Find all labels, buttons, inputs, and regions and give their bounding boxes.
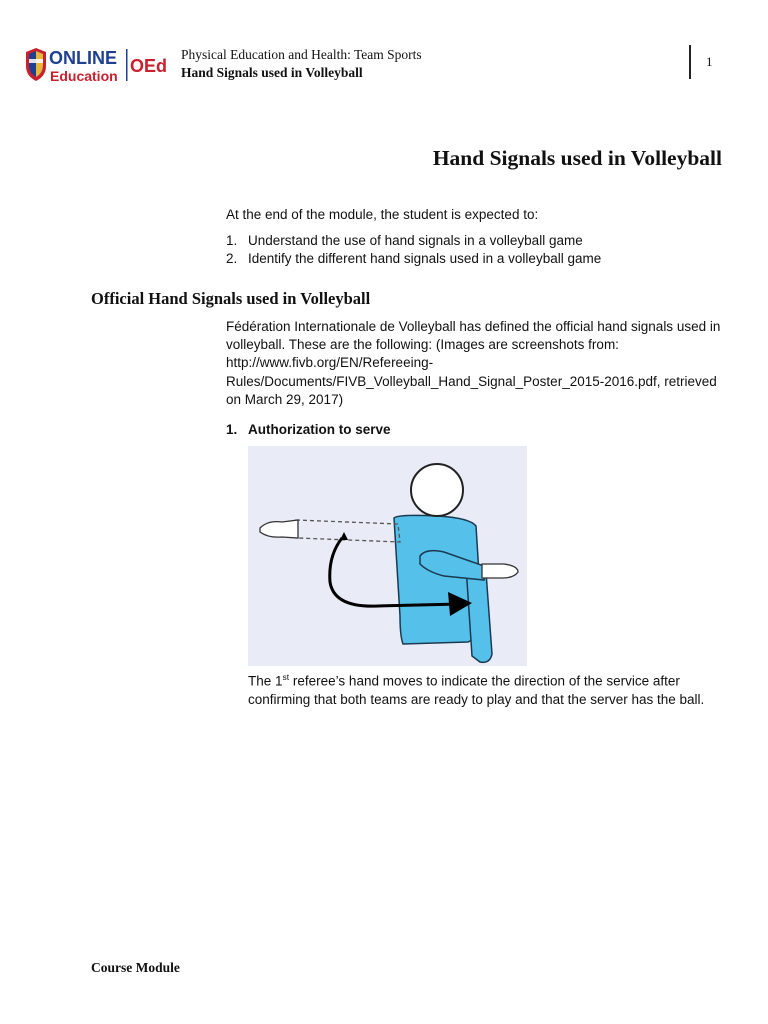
page-title: Hand Signals used in Volleyball xyxy=(432,146,722,170)
logo-education-text: Education xyxy=(50,68,118,84)
logo-oed-text: OEd xyxy=(130,56,168,76)
list-item-text: Understand the use of hand signals in a volleyball game xyxy=(248,233,583,248)
section-heading: Official Hand Signals used in Volleyball xyxy=(91,289,371,308)
course-name: Physical Education and Health: Team Sports xyxy=(181,47,422,62)
logo-online-text: ONLINE xyxy=(49,48,118,68)
signal-title: Authorization to serve xyxy=(248,422,391,437)
signal-number: 1. xyxy=(226,422,238,437)
page-footer: Course Module xyxy=(91,960,180,975)
list-item-text: Identify the different hand signals used in a volleyball game xyxy=(248,251,602,266)
list-item-number: 2. xyxy=(226,251,238,266)
signal-caption xyxy=(248,668,728,709)
shield-icon xyxy=(26,48,46,81)
caption-end: referee’s hand moves to indicate the direction of the service after confirming that both teams are ready to play and that the server has the ball. xyxy=(248,673,705,707)
objectives-intro: At the end of the module, the student is expected to: xyxy=(226,207,539,222)
running-header xyxy=(181,46,422,82)
list-item xyxy=(226,250,601,268)
header-divider xyxy=(689,45,691,79)
caption-start: The 1 xyxy=(248,673,283,689)
signal-heading xyxy=(226,422,391,437)
module-name: Hand Signals used in Volleyball xyxy=(181,65,363,80)
authorization-to-serve-illustration xyxy=(248,446,527,666)
page-number: 1 xyxy=(706,54,713,69)
caption-superscript: st xyxy=(282,672,290,682)
objectives-list xyxy=(226,232,601,268)
list-item-number: 1. xyxy=(226,233,238,248)
online-education-logo xyxy=(24,44,174,86)
list-item xyxy=(226,232,601,250)
section-paragraph: Fédération Internationale de Volleyball has defined the official hand signals used in volleyball. These are the following: (Images are screenshots from: http://www.fivb.org/EN/Refereeing-Rules/Documents/FIVB_Volleyball_Hand_Signal_Poster_2015-2016.pdf, retrieved on March 29, 2017) xyxy=(226,319,721,407)
